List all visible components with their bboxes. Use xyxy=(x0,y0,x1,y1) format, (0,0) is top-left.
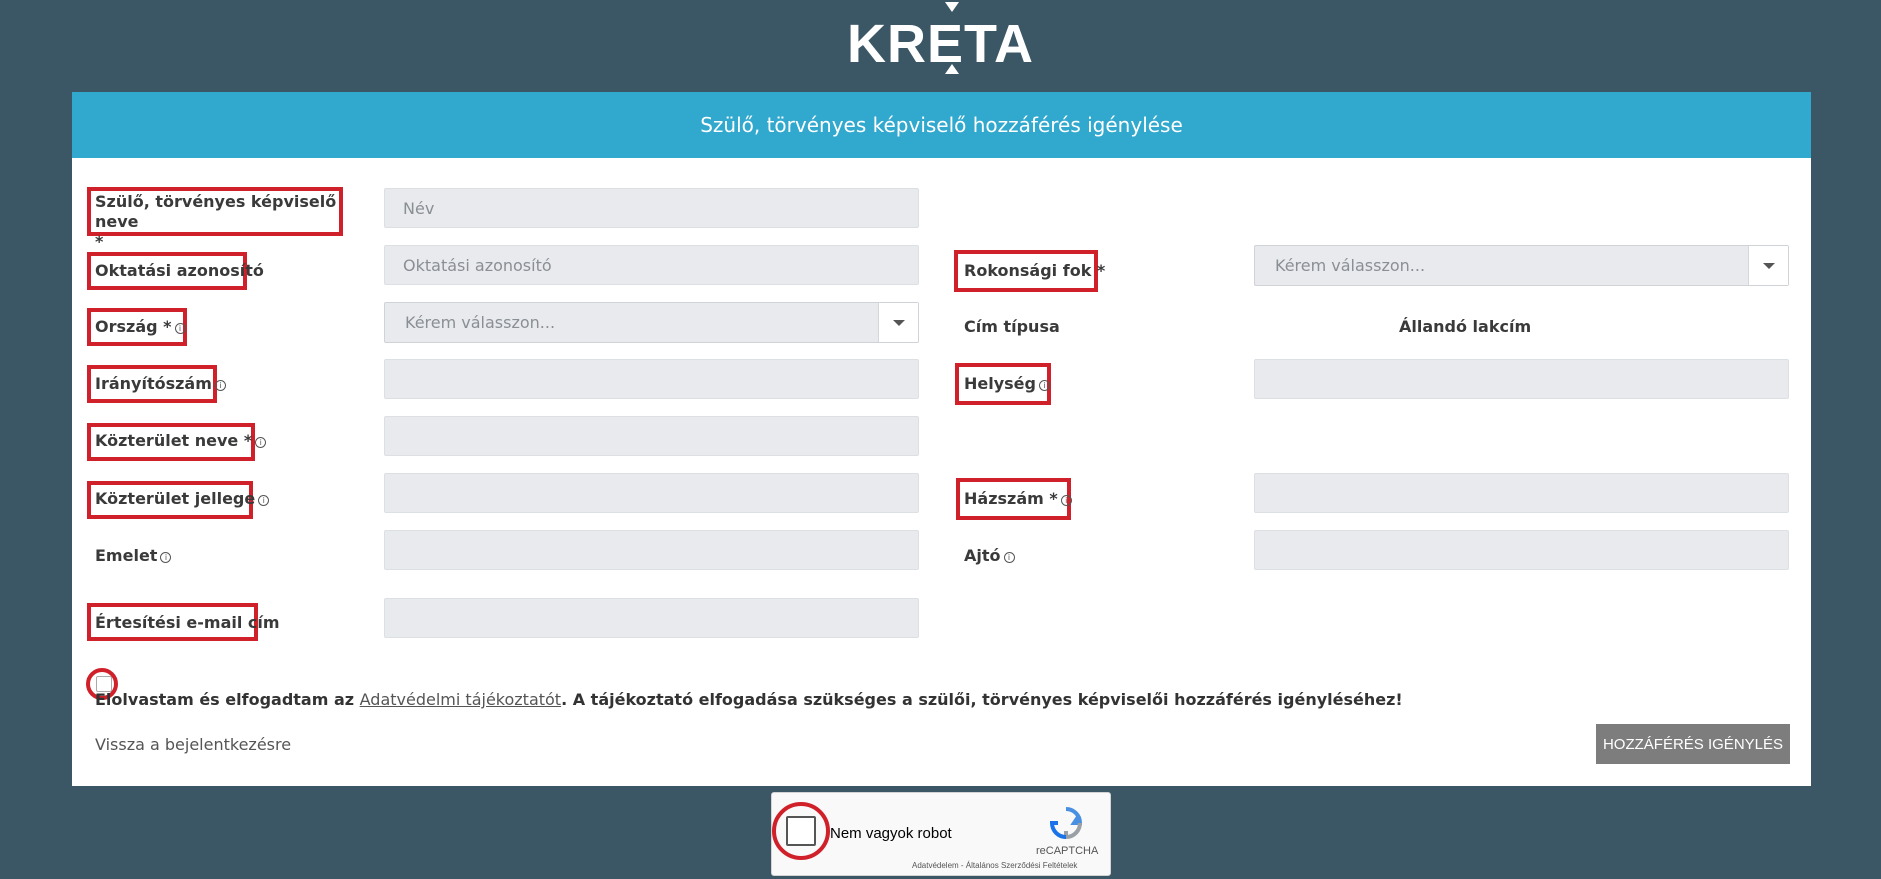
highlight-recaptcha-checkbox xyxy=(772,802,830,860)
street-name-input[interactable] xyxy=(384,416,919,456)
address-type-value: Állandó lakcím xyxy=(1399,317,1532,336)
registration-panel xyxy=(72,92,1811,786)
recaptcha-brand: reCAPTCHA xyxy=(1036,845,1099,857)
city-input[interactable] xyxy=(1254,359,1789,399)
back-to-login-link[interactable]: Vissza a bejelentkezésre xyxy=(95,735,292,754)
floor-input[interactable] xyxy=(384,530,919,570)
info-icon: i xyxy=(1004,552,1015,563)
street-type-input[interactable] xyxy=(384,473,919,513)
relation-dropdown-button[interactable] xyxy=(1748,246,1788,285)
recaptcha-label: Nem vagyok robot xyxy=(830,825,952,842)
country-select-value: Kérem válasszon... xyxy=(405,313,556,332)
relation-select[interactable] xyxy=(1254,245,1789,286)
chevron-down-icon xyxy=(1763,263,1775,269)
zip-input[interactable] xyxy=(384,359,919,399)
info-icon: i xyxy=(255,437,266,448)
info-icon: i xyxy=(1061,495,1072,506)
email-label: Értesítési e-mail cím xyxy=(95,613,280,632)
zip-label xyxy=(95,374,226,394)
request-access-button[interactable]: HOZZÁFÉRÉS IGÉNYLÉS xyxy=(1596,724,1790,764)
recaptcha-terms-link[interactable]: Adatvédelem - Általános Szerződési Feltételek xyxy=(912,861,1078,870)
consent-suffix: . A tájékoztató elfogadása szükséges a szülői, törvényes képviselői hozzáférés igényléséhez! xyxy=(561,690,1403,709)
house-no-label-text: Házszám * xyxy=(964,489,1058,508)
country-label xyxy=(95,317,186,337)
name-input[interactable]: Név xyxy=(384,188,919,228)
street-type-label xyxy=(95,489,269,509)
street-name-label-text: Közterület neve * xyxy=(95,431,253,450)
logo-text: KRETA xyxy=(847,14,1034,74)
country-select[interactable] xyxy=(384,302,919,343)
house-no-label xyxy=(964,489,1072,509)
door-label xyxy=(964,546,1015,566)
name-required-mark: * xyxy=(95,232,104,251)
floor-label-text: Emelet xyxy=(95,546,158,565)
country-label-text: Ország * xyxy=(95,317,172,336)
privacy-policy-link[interactable]: Adatvédelmi tájékoztatót xyxy=(359,690,562,709)
edu-id-label: Oktatási azonosító xyxy=(95,261,264,280)
name-label-text: Szülő, törvényes képviselő neve xyxy=(95,192,337,231)
info-icon: i xyxy=(215,380,226,391)
info-icon: i xyxy=(160,552,171,563)
house-no-input[interactable] xyxy=(1254,473,1789,513)
consent-text xyxy=(95,690,1403,709)
relation-select-value: Kérem válasszon... xyxy=(1275,256,1426,275)
name-label xyxy=(95,192,345,252)
zip-label-text: Irányítószám xyxy=(95,374,212,393)
email-input[interactable] xyxy=(384,598,919,638)
recaptcha-icon xyxy=(1048,805,1084,841)
info-icon: i xyxy=(1039,380,1050,391)
country-dropdown-button[interactable] xyxy=(878,303,918,342)
logo-triangle-bottom xyxy=(945,64,959,74)
edu-id-input[interactable]: Oktatási azonosító xyxy=(384,245,919,285)
kreta-logo xyxy=(0,0,1881,92)
info-icon: i xyxy=(258,495,269,506)
relation-label: Rokonsági fok * xyxy=(964,261,1106,280)
city-label-text: Helység xyxy=(964,374,1036,393)
chevron-down-icon xyxy=(893,320,905,326)
street-name-label xyxy=(95,431,266,451)
door-label-text: Ajtó xyxy=(964,546,1001,565)
floor-label xyxy=(95,546,171,566)
page-title: Szülő, törvényes képviselő hozzáférés igénylése xyxy=(72,92,1811,158)
address-type-label: Cím típusa xyxy=(964,317,1060,336)
info-icon: i xyxy=(175,323,186,334)
street-type-label-text: Közterület jellege xyxy=(95,489,256,508)
consent-prefix: Elolvastam és elfogadtam az xyxy=(95,690,355,709)
recaptcha-widget xyxy=(771,792,1111,876)
city-label xyxy=(964,374,1050,394)
door-input[interactable] xyxy=(1254,530,1789,570)
logo-triangle-top xyxy=(945,2,959,12)
